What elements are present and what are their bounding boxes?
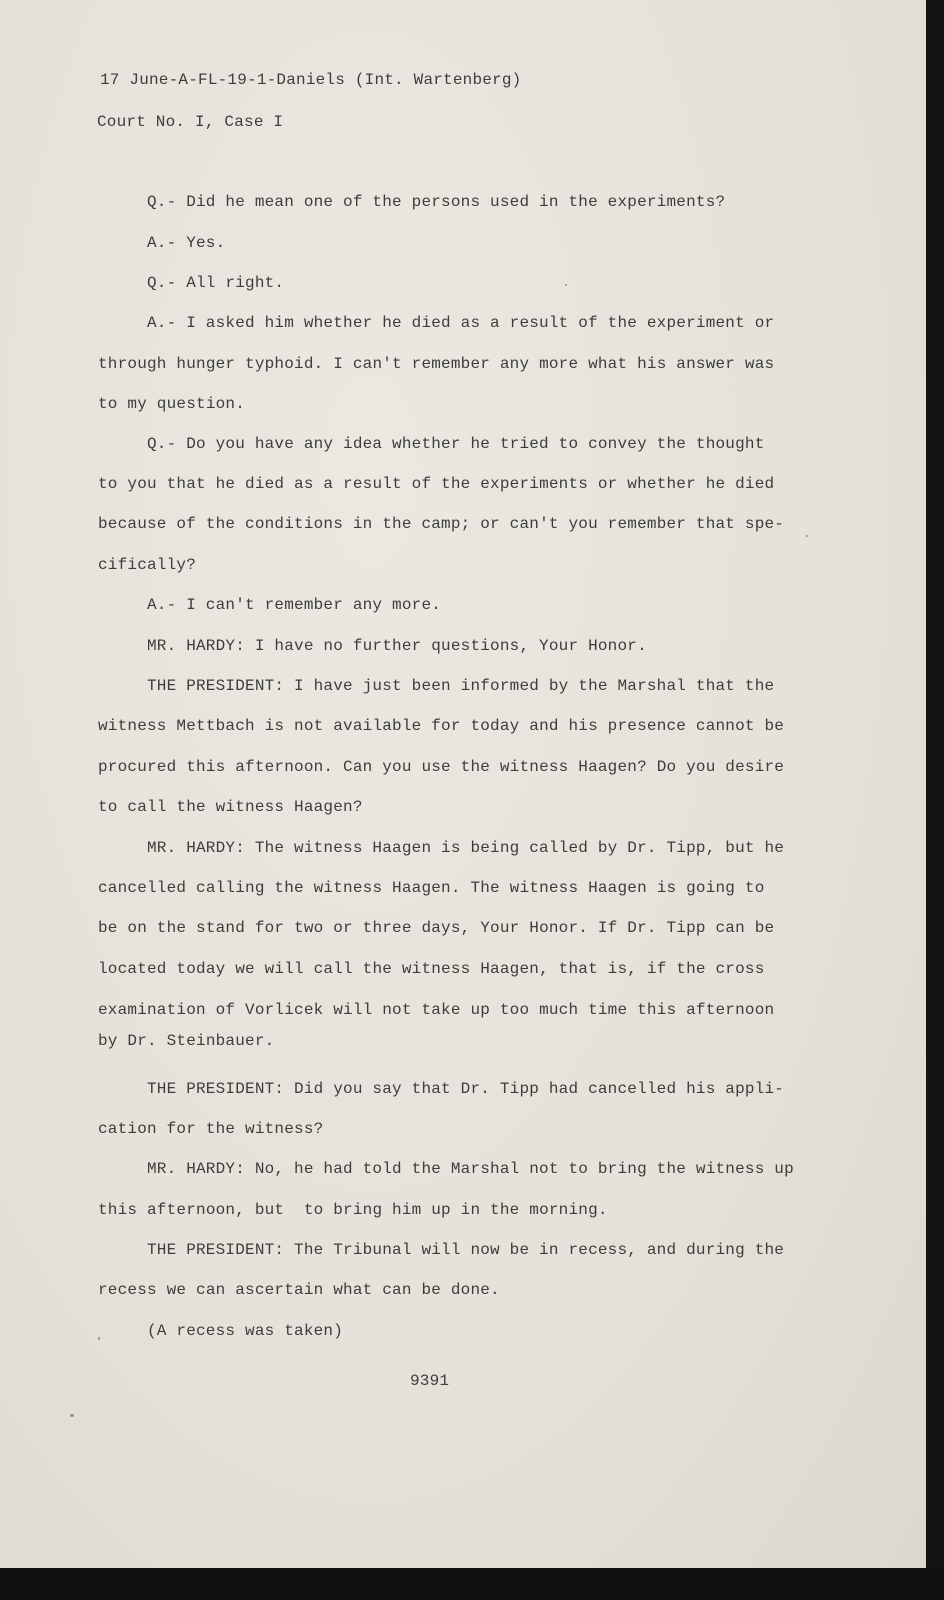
paper-speck — [565, 284, 567, 286]
transcript-line: to my question. — [98, 395, 246, 413]
transcript-line: THE PRESIDENT: The Tribunal will now be in recess, and during the — [147, 1241, 785, 1259]
transcript-line: to call the witness Haagen? — [98, 798, 363, 816]
transcript-line: witness Mettbach is not available for today and his presence cannot be — [98, 717, 785, 735]
header-court-number: Court No. I, Case I — [97, 113, 284, 131]
transcript-line: THE PRESIDENT: Did you say that Dr. Tipp had cancelled his appli- — [147, 1080, 785, 1098]
paper-speck — [98, 1337, 100, 1340]
transcript-line: MR. HARDY: No, he had told the Marshal not to bring the witness up — [147, 1160, 794, 1178]
page-number: 9391 — [410, 1372, 450, 1390]
transcript-line: because of the conditions in the camp; or can't you remember that spe- — [98, 515, 785, 533]
transcript-line: by Dr. Steinbauer. — [98, 1032, 275, 1050]
scan-border-bottom — [0, 1568, 944, 1600]
transcript-line: recess we can ascertain what can be done. — [98, 1281, 500, 1299]
transcript-line: MR. HARDY: I have no further questions, Your Honor. — [147, 637, 647, 655]
transcript-line: (A recess was taken) — [147, 1322, 344, 1340]
transcript-line: Q.- Did he mean one of the persons used in the experiments? — [147, 193, 726, 211]
paper-speck — [806, 535, 808, 537]
transcript-line: located today we will call the witness Haagen, that is, if the cross — [98, 960, 765, 978]
transcript-line: Q.- All right. — [147, 274, 285, 292]
transcript-line: this afternoon, but to bring him up in the morning. — [98, 1201, 608, 1219]
header-case-reference: 17 June-A-FL-19-1-Daniels (Int. Wartenberg) — [100, 71, 522, 89]
transcript-line: be on the stand for two or three days, Your Honor. If Dr. Tipp can be — [98, 919, 775, 937]
transcript-line: A.- Yes. — [147, 234, 226, 252]
transcript-line: THE PRESIDENT: I have just been informed by the Marshal that the — [147, 677, 775, 695]
transcript-line: A.- I asked him whether he died as a result of the experiment or — [147, 314, 775, 332]
scan-border-right — [926, 0, 944, 1600]
transcript-line: A.- I can't remember any more. — [147, 596, 442, 614]
transcript-line: Q.- Do you have any idea whether he tried to convey the thought — [147, 435, 765, 453]
transcript-line: to you that he died as a result of the experiments or whether he died — [98, 475, 775, 493]
transcript-line: through hunger typhoid. I can't remember any more what his answer was — [98, 355, 775, 373]
paper-speck — [70, 1414, 74, 1417]
transcript-line: cancelled calling the witness Haagen. The witness Haagen is going to — [98, 879, 765, 897]
transcript-line: cifically? — [98, 556, 197, 574]
transcript-line: procured this afternoon. Can you use the witness Haagen? Do you desire — [98, 758, 785, 776]
transcript-line: examination of Vorlicek will not take up too much time this afternoon — [98, 1001, 775, 1019]
transcript-line: cation for the witness? — [98, 1120, 324, 1138]
transcript-line: MR. HARDY: The witness Haagen is being called by Dr. Tipp, but he — [147, 839, 785, 857]
